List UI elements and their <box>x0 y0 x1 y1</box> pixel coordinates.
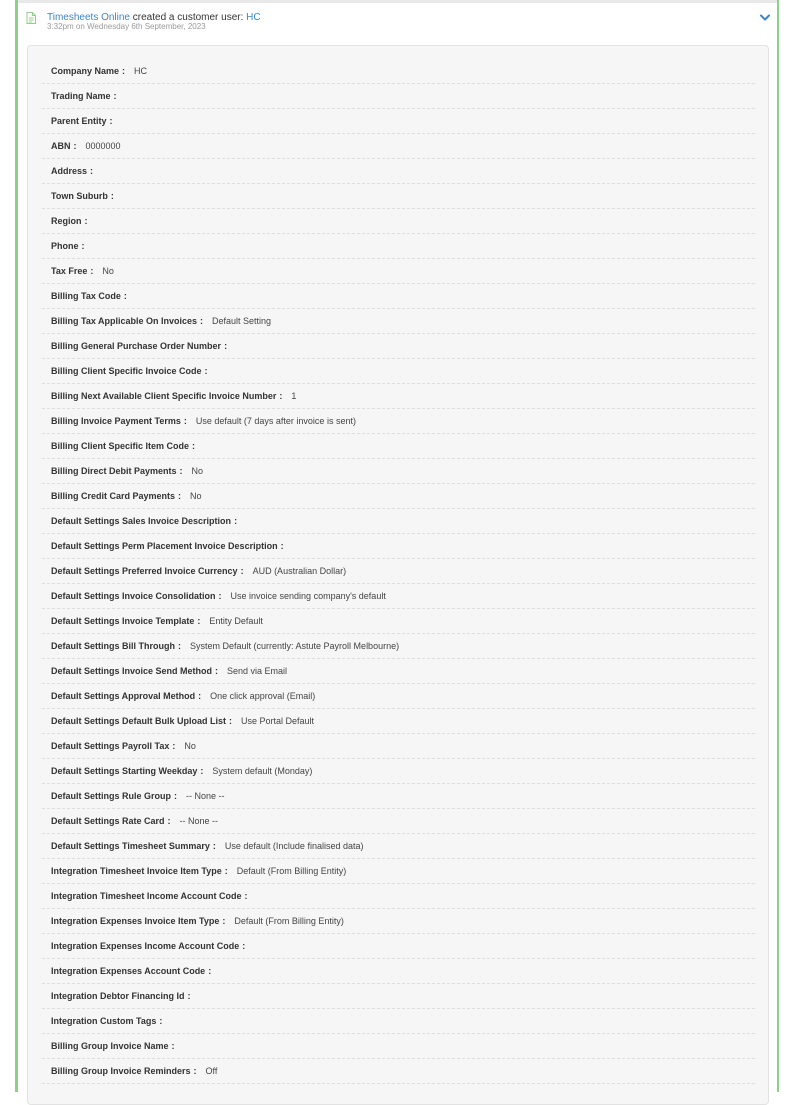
field-row <box>42 534 755 559</box>
field-row <box>42 684 755 709</box>
field-label: Default Settings Default Bulk Upload List <box>51 716 227 726</box>
field-row <box>42 359 755 384</box>
field-row <box>42 259 755 284</box>
field-separator: : <box>183 416 187 426</box>
field-label: Address <box>51 166 88 176</box>
field-label: Tax Free <box>51 266 88 276</box>
field-row <box>42 434 755 459</box>
field-row <box>42 209 755 234</box>
field-separator: : <box>224 341 228 351</box>
activity-entry-header <box>18 3 777 43</box>
field-label: Phone <box>51 241 79 251</box>
field-separator: : <box>84 216 88 226</box>
field-row <box>42 584 755 609</box>
field-value: System default (Monday) <box>212 766 313 776</box>
field-separator: : <box>167 816 171 826</box>
field-value: Default (From Billing Entity) <box>234 916 344 926</box>
field-value: HC <box>134 66 148 76</box>
field-label: Billing Tax Applicable On Invoices <box>51 316 198 326</box>
field-list <box>42 59 755 1084</box>
field-separator: : <box>178 641 181 651</box>
field-label: Integration Timesheet Income Account Code <box>51 891 242 901</box>
chevron-down-icon[interactable] <box>758 11 772 23</box>
field-separator: : <box>215 666 219 676</box>
field-label: Region <box>51 216 82 226</box>
entry-accent-bar-right <box>777 0 779 1092</box>
field-value: Use Portal Default <box>241 716 315 726</box>
field-row <box>42 84 755 109</box>
field-label: Default Settings Sales Invoice Description <box>51 516 232 526</box>
field-row <box>42 59 755 84</box>
field-value: 1 <box>291 391 297 401</box>
field-value: Default Setting <box>212 316 272 326</box>
document-icon <box>26 11 36 23</box>
field-separator: : <box>123 291 127 301</box>
field-row <box>42 984 755 1009</box>
field-row <box>42 884 755 909</box>
field-separator: : <box>172 741 176 751</box>
field-label: Billing Client Specific Item Code <box>51 441 190 451</box>
field-separator: : <box>279 391 283 401</box>
field-value: 0000000 <box>85 141 121 151</box>
field-value: System Default (currently: Astute Payroll Melbourne) <box>190 641 400 651</box>
field-value: Send via Email <box>227 666 288 676</box>
field-separator: : <box>200 316 204 326</box>
field-label: Default Settings Invoice Consolidation <box>51 591 216 601</box>
field-separator: : <box>212 841 216 851</box>
field-separator: : <box>110 191 114 201</box>
field-label: Billing Group Invoice Reminders <box>51 1066 191 1076</box>
field-separator: : <box>81 241 85 251</box>
activity-timestamp: 3:32pm on Wednesday 6th September, 2023 <box>47 22 206 31</box>
field-separator: : <box>204 366 208 376</box>
field-row <box>42 509 755 534</box>
field-label: Integration Expenses Account Code <box>51 966 206 976</box>
field-value: -- None -- <box>179 816 219 826</box>
field-separator: : <box>234 516 238 526</box>
field-label: Default Settings Timesheet Summary <box>51 841 210 851</box>
field-separator: : <box>224 866 228 876</box>
field-row <box>42 409 755 434</box>
field-row <box>42 609 755 634</box>
field-value: -- None -- <box>186 791 225 801</box>
field-separator: : <box>218 591 222 601</box>
field-label: Billing Next Available Client Specific Invoice Number <box>51 391 277 401</box>
field-label: Integration Custom Tags <box>51 1016 157 1026</box>
field-row <box>42 1034 755 1059</box>
activity-action: created a customer user: <box>132 12 244 23</box>
field-separator: : <box>193 1066 197 1076</box>
field-separator: : <box>200 766 204 776</box>
field-row <box>42 284 755 309</box>
field-row <box>42 459 755 484</box>
field-separator: : <box>159 1016 163 1026</box>
field-label: Integration Timesheet Invoice Item Type <box>51 866 222 876</box>
field-label: Default Settings Invoice Send Method <box>51 666 213 676</box>
field-separator: : <box>192 441 196 451</box>
field-separator: : <box>171 1041 175 1051</box>
field-label: Default Settings Perm Placement Invoice Description <box>51 541 278 551</box>
field-separator: : <box>73 141 77 151</box>
field-separator: : <box>242 941 246 951</box>
field-label: Town Suburb <box>51 191 108 201</box>
field-row <box>42 109 755 134</box>
field-row <box>42 759 755 784</box>
field-row <box>42 659 755 684</box>
field-label: Default Settings Approval Method <box>51 691 196 701</box>
field-row <box>42 1009 755 1034</box>
field-row <box>42 959 755 984</box>
field-label: Billing Invoice Payment Terms <box>51 416 181 426</box>
field-label: Integration Expenses Income Account Code <box>51 941 240 951</box>
field-separator: : <box>244 891 248 901</box>
field-separator: : <box>208 966 212 976</box>
field-row <box>42 159 755 184</box>
field-row <box>42 784 755 809</box>
field-separator: : <box>109 116 113 126</box>
field-value: AUD (Australian Dollar) <box>252 566 347 576</box>
field-separator: : <box>90 266 94 276</box>
field-separator: : <box>240 566 244 576</box>
field-value: No <box>184 741 196 751</box>
field-value: Use invoice sending company's default <box>230 591 386 601</box>
field-row <box>42 809 755 834</box>
field-label: Billing Client Specific Invoice Code <box>51 366 202 376</box>
field-separator: : <box>122 66 126 76</box>
field-row <box>42 734 755 759</box>
field-row <box>42 334 755 359</box>
field-row <box>42 234 755 259</box>
field-value: Use default (Include finalised data) <box>224 841 364 851</box>
field-label: Trading Name <box>51 91 111 101</box>
field-row <box>42 134 755 159</box>
field-separator: : <box>174 791 178 801</box>
field-separator: : <box>229 716 233 726</box>
field-label: Billing Group Invoice Name <box>51 1041 169 1051</box>
field-separator: : <box>178 491 182 501</box>
field-row <box>42 859 755 884</box>
field-row <box>42 384 755 409</box>
field-row <box>42 1059 755 1084</box>
field-separator: : <box>280 541 284 551</box>
field-label: Billing General Purchase Order Number <box>51 341 222 351</box>
field-value: No <box>102 266 114 276</box>
field-label: Billing Credit Card Payments <box>51 491 176 501</box>
actor-link[interactable]: Timesheets Online <box>47 12 130 23</box>
field-value: Default (From Billing Entity) <box>236 866 347 876</box>
field-label: Parent Entity <box>51 116 107 126</box>
field-separator: : <box>179 466 183 476</box>
field-row <box>42 484 755 509</box>
field-label: Default Settings Preferred Invoice Currency <box>51 566 238 576</box>
subject-link[interactable]: HC <box>246 12 261 23</box>
field-separator: : <box>197 616 201 626</box>
field-label: Integration Debtor Financing Id <box>51 991 185 1001</box>
field-separator: : <box>222 916 226 926</box>
field-label: Default Settings Payroll Tax <box>51 741 170 751</box>
field-value: Off <box>205 1066 218 1076</box>
field-label: Billing Direct Debit Payments <box>51 466 177 476</box>
field-separator: : <box>113 91 117 101</box>
field-label: Billing Tax Code <box>51 291 121 301</box>
field-label: Integration Expenses Invoice Item Type <box>51 916 220 926</box>
field-label: Default Settings Starting Weekday <box>51 766 198 776</box>
entry-accent-bar <box>15 0 18 1092</box>
field-row <box>42 934 755 959</box>
field-label: Default Settings Rate Card <box>51 816 165 826</box>
field-row <box>42 634 755 659</box>
field-row <box>42 309 755 334</box>
field-row <box>42 184 755 209</box>
field-row <box>42 559 755 584</box>
field-label: Default Settings Invoice Template <box>51 616 195 626</box>
field-value: No <box>190 491 202 501</box>
field-label: Company Name <box>51 66 120 76</box>
field-label: ABN <box>51 141 71 151</box>
field-label: Default Settings Bill Through <box>51 641 175 651</box>
field-separator: : <box>187 991 191 1001</box>
field-row <box>42 709 755 734</box>
field-label: Default Settings Rule Group <box>51 791 172 801</box>
field-row <box>42 834 755 859</box>
field-value: No <box>191 466 204 476</box>
field-value: Entity Default <box>209 616 263 626</box>
field-separator: : <box>198 691 202 701</box>
field-value: One click approval (Email) <box>210 691 316 701</box>
field-separator: : <box>90 166 94 176</box>
field-row <box>42 909 755 934</box>
field-value: Use default (7 days after invoice is sent) <box>195 416 356 426</box>
